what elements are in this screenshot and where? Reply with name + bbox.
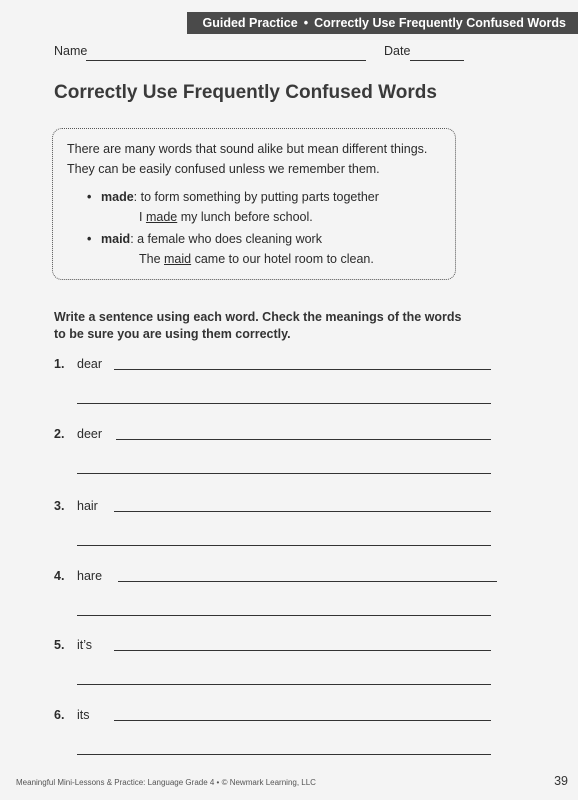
answer-line[interactable] — [116, 439, 491, 440]
header-section: Guided Practice — [202, 16, 298, 30]
definition-term: made — [101, 190, 134, 204]
item-number: 3. — [54, 499, 65, 513]
page-title: Correctly Use Frequently Confused Words — [54, 82, 437, 103]
name-label: Name — [54, 44, 88, 58]
definition-intro: There are many words that sound alike but mean different things. They can be easily confused unless we remember them. — [67, 142, 428, 176]
item-number: 4. — [54, 569, 65, 583]
footer-credit: Meaningful Mini-Lessons & Practice: Language Grade 4 • © Newmark Learning, LLC — [16, 778, 316, 787]
definition-term: maid — [101, 232, 131, 246]
answer-line[interactable] — [77, 754, 491, 755]
header-bullet: • — [303, 16, 309, 30]
item-word: its — [77, 708, 90, 722]
example-before: I — [139, 210, 146, 224]
exercise-item — [54, 357, 504, 407]
exercise-item — [54, 427, 504, 477]
answer-line[interactable] — [77, 684, 491, 685]
answer-line[interactable] — [114, 369, 491, 370]
exercise-item — [54, 638, 504, 688]
page-number: 39 — [554, 774, 568, 788]
example-sentence — [101, 249, 441, 269]
example-before: The — [139, 252, 165, 266]
bullet-icon: • — [87, 232, 92, 246]
name-field[interactable] — [86, 60, 366, 61]
example-word: maid — [164, 252, 192, 266]
answer-line[interactable] — [77, 403, 491, 404]
definition-list — [67, 187, 441, 269]
date-label: Date — [384, 44, 411, 58]
exercise-item — [54, 499, 504, 549]
definition-text: : a female who does cleaning work — [130, 232, 322, 246]
answer-line[interactable] — [77, 615, 491, 616]
answer-line[interactable] — [114, 511, 491, 512]
item-word: hair — [77, 499, 98, 513]
example-after: my lunch before school. — [177, 210, 313, 224]
item-word: hare — [77, 569, 103, 583]
item-number: 5. — [54, 638, 65, 652]
example-sentence — [101, 207, 441, 227]
answer-line[interactable] — [114, 720, 491, 721]
item-number: 2. — [54, 427, 65, 441]
bullet-icon: • — [87, 190, 92, 204]
exercise-item — [54, 569, 504, 619]
header-bar — [187, 12, 578, 34]
date-field[interactable] — [410, 60, 464, 61]
example-after: came to our hotel room to clean. — [191, 252, 374, 266]
definition-text: : to form something by putting parts together — [133, 190, 379, 204]
answer-line[interactable] — [114, 650, 491, 651]
definition-item — [87, 187, 441, 227]
item-word: it’s — [77, 638, 93, 652]
item-number: 1. — [54, 357, 65, 371]
item-word: dear — [77, 357, 103, 371]
item-number: 6. — [54, 708, 65, 722]
definition-item — [87, 229, 441, 269]
header-topic: Correctly Use Frequently Confused Words — [314, 16, 566, 30]
instructions: Write a sentence using each word. Check the meanings of the words to be sure you are using them correctly. — [54, 310, 462, 341]
item-word: deer — [77, 427, 103, 441]
answer-line[interactable] — [77, 473, 491, 474]
exercise-item — [54, 708, 504, 758]
answer-line[interactable] — [77, 545, 491, 546]
definition-box — [52, 128, 456, 280]
answer-line[interactable] — [118, 581, 497, 582]
example-word: made — [145, 210, 178, 224]
